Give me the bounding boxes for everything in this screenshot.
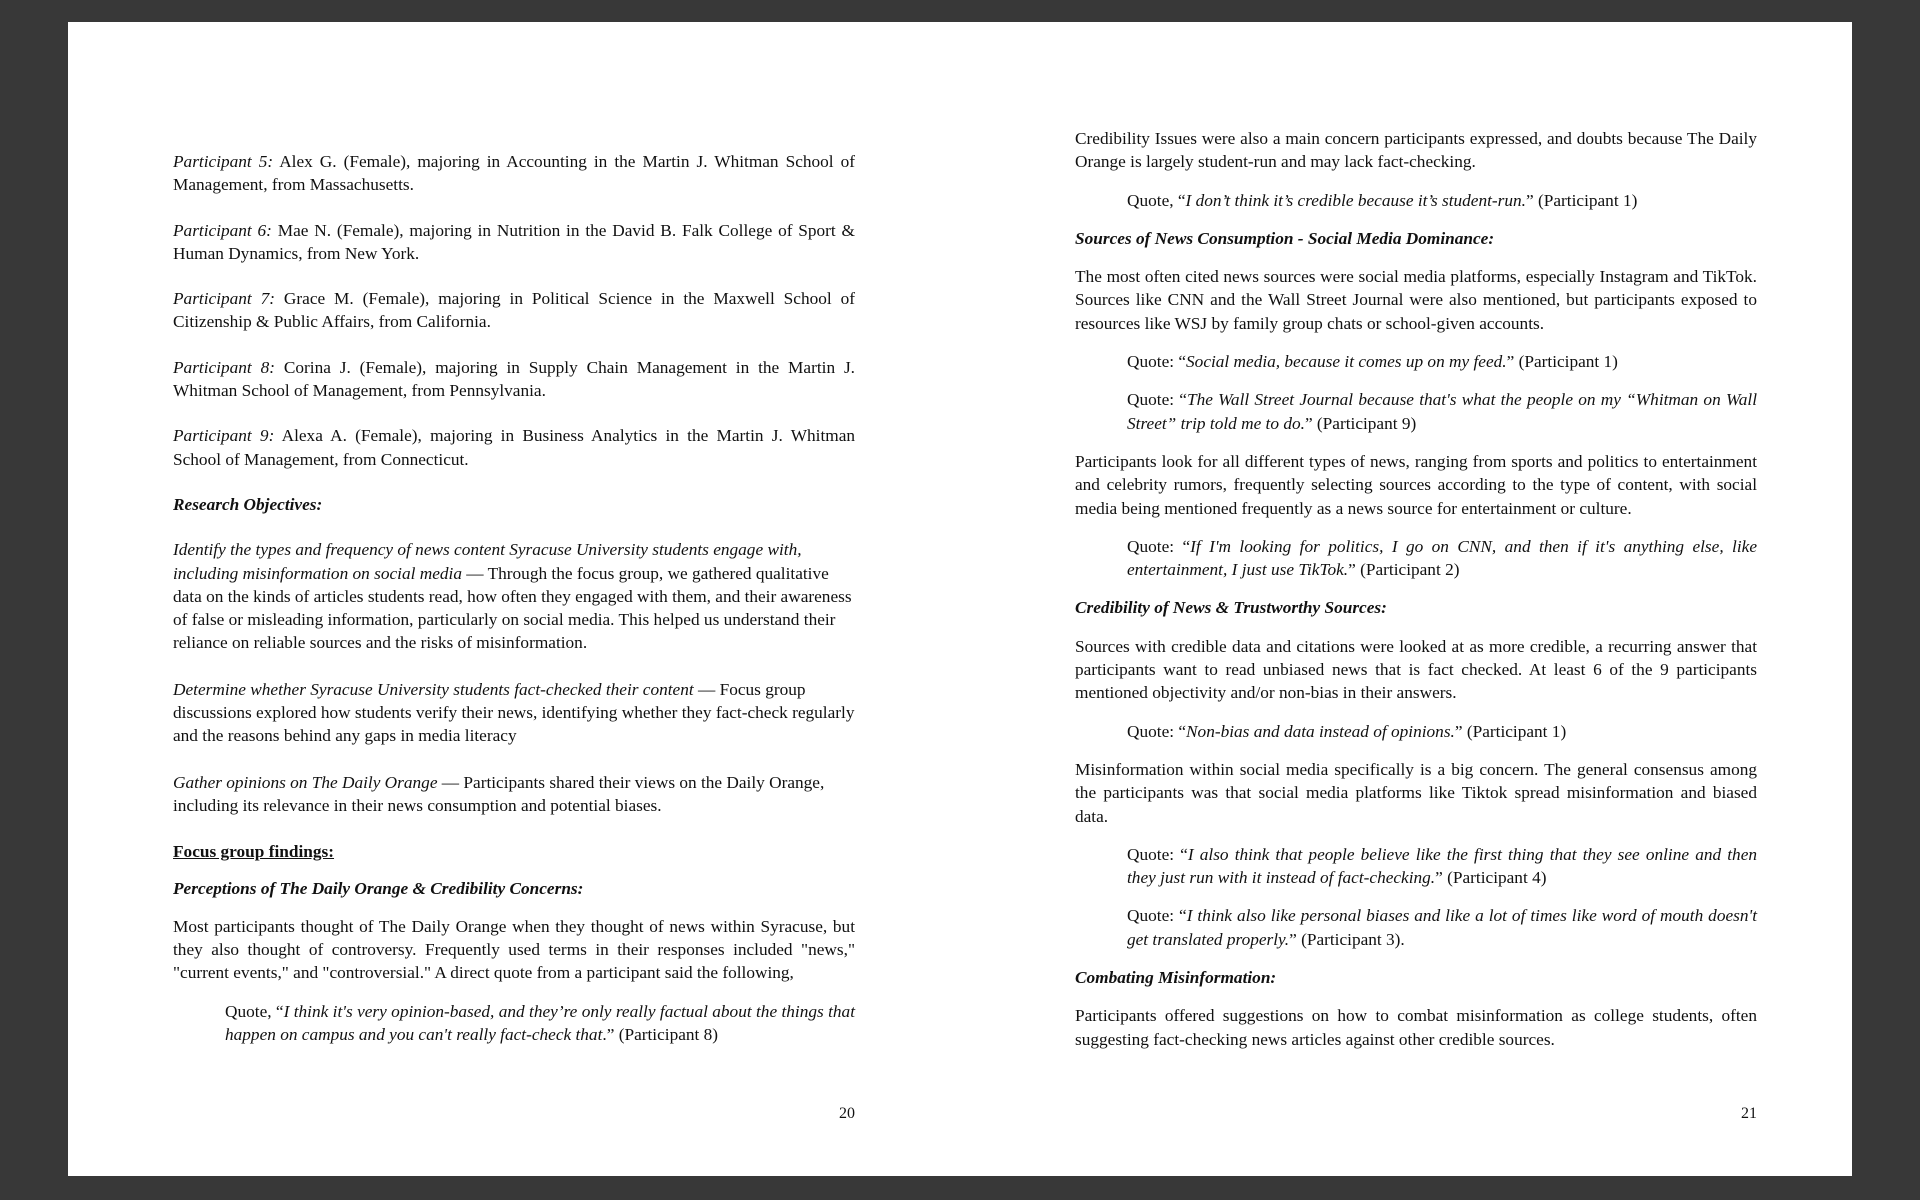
quote-prefix: Quote, “ [1127,190,1186,210]
participant-label: Participant 8: [173,357,275,377]
quote-attribution: ” (Participant 1) [1454,721,1567,741]
quote-attribution: ” (Participant 4) [1435,868,1547,888]
quote-block [173,1000,855,1047]
page-number: 20 [839,1105,855,1122]
quote-prefix: Quote: “ [1127,844,1188,864]
research-objectives-heading: Research Objectives: [173,494,323,514]
focus-group-findings-heading: Focus group findings: [173,842,335,862]
quote-attribution: ” (Participant 2) [1348,560,1460,580]
quote-text: I also think that people believe like the first thing that they see online and then they just run with it instead of fact-checking. [1127,844,1758,888]
quote-text: I think also like personal biases and like a lot of times like word of mouth doesn't get translated properly. [1127,906,1757,949]
participant-entry [173,287,855,334]
quote-block [1075,720,1757,743]
objective-text: — Focus group discussions explored how students verify their news, identifying whether they fact-check regularly and the reasons behind any gaps in media literacy [173,679,855,746]
participant-entry [173,424,855,471]
credibility-intro-paragraph: Credibility Issues were also a main concern participants expressed, and doubts because The Daily Orange is largely student-run and may lack fact-checking. [1075,129,1757,172]
quote-prefix: Quote, “ [225,1001,284,1021]
combating-misinformation-heading: Combating Misinformation: [1075,968,1277,988]
page-20-content [173,150,855,1061]
objective-text: — Through the focus group, we gathered qualitative data on the kinds of articles students read, how often they engaged with them, and their awareness of false or misleading information, particularly on social media. This helped us understand their reliance on reliable sources and the risks of misinformation. [173,563,852,653]
quote-text: Non-bias and data instead of opinions. [1186,721,1455,741]
participant-details: Alex G. (Female), majoring in Accounting in the Martin J. Whitman School of Management, from Massachusetts. [173,152,855,195]
objective-title: Determine whether Syracuse University students fact-checked their content [173,679,694,699]
quote-text: I don’t think it’s credible because it’s student-run. [1185,190,1527,210]
quote-text: I think it's very opinion-based, and they’re only really factual about the things that happen on campus and you can't really fact-check that [225,1001,856,1045]
objective-text: — Participants shared their views on the Daily Orange, including its relevance in their news consumption and potential biases. [173,772,825,815]
sources-paragraph: The most often cited news sources were social media platforms, especially Instagram and TikTok. Sources like CNN and the Wall Street Journal were also mentioned, but participants exposed to resources like WSJ by family group chats or school-given accounts. [1075,267,1757,333]
page-21-content [1075,127,1757,1066]
quote-attribution: ” (Participant 9) [1304,413,1417,433]
objective-item [173,771,855,818]
quote-prefix: Quote: “ [1127,352,1187,372]
objective-item [173,538,855,654]
participant-details: Mae N. (Female), majoring in Nutrition in the David B. Falk College of Sport & Human Dynamics, from New York. [173,220,855,263]
quote-attribution: .” (Participant 8) [602,1025,719,1045]
participant-label: Participant 5: [173,152,274,171]
objective-item [173,678,855,748]
quote-block [1075,843,1757,890]
page-number: 21 [1741,1105,1757,1122]
quote-block [1075,388,1757,435]
misinformation-paragraph: Misinformation within social media specifically is a big concern. The general consensus among the participants was that social media platforms like Tiktok spread misinformation and biased data. [1075,759,1757,826]
participant-label: Participant 7: [173,289,276,309]
objective-title: Identify the types and frequency of news content Syracuse University students engage with, including misinformation on social media [173,540,802,583]
participant-details: Grace M. (Female), majoring in Political Science in the Maxwell School of Citizenship & Public Affairs, from California. [173,289,855,332]
quote-attribution: ” (Participant 3). [1289,929,1405,949]
page-spread [68,22,1852,1176]
quote-block [1075,350,1757,373]
quote-text: The Wall Street Journal because that's what the people on my “Whitman on Wall Street” trip told me to do. [1127,390,1757,433]
perceptions-paragraph: Most participants thought of The Daily Orange when they thought of news within Syracuse, but they also thought of controversy. Frequently used terms in their responses included "news," "current events," and "controversial." A direct quote from a participant said the following, [173,916,855,983]
quote-prefix: Quote: “ [1127,390,1187,410]
quote-attribution: ” (Participant 1) [1526,190,1638,210]
quote-text: If I'm looking for politics, I go on CNN, and then if it's anything else, like entertainment, I just use TikTok. [1127,536,1757,580]
participant-entry [173,356,855,403]
participant-label: Participant 9: [173,426,275,446]
sources-heading: Sources of News Consumption - Social Media Dominance: [1075,228,1495,248]
participant-label: Participant 6: [173,220,272,240]
quote-prefix: Quote: “ [1127,906,1187,926]
quote-attribution: ” (Participant 1) [1506,352,1618,372]
quote-block [1075,535,1757,582]
participant-details: Alexa A. (Female), majoring in Business Analytics in the Martin J. Whitman School of Management, from Connecticut. [173,426,856,469]
quote-block [1075,189,1757,212]
quote-prefix: Quote: “ [1127,721,1187,741]
quote-prefix: Quote: “ [1127,536,1191,556]
objective-title: Gather opinions on The Daily Orange [173,772,438,792]
participant-entry [173,219,855,266]
news-types-paragraph: Participants look for all different types of news, ranging from sports and politics to entertainment and celebrity rumors, frequently selecting sources according to the type of content, with social media being mentioned frequently as a news source for entertainment or culture. [1075,451,1757,518]
perceptions-heading: Perceptions of The Daily Orange & Credibility Concerns: [173,878,584,898]
credibility-heading: Credibility of News & Trustworthy Sources: [1075,598,1387,618]
combating-paragraph: Participants offered suggestions on how to combat misinformation as college students, often suggesting fact-checking news articles against other credible sources. [1075,1006,1757,1049]
participant-details: Corina J. (Female), majoring in Supply Chain Management in the Martin J. Whitman School of Management, from Pennsylvania. [173,357,855,401]
page-21 [960,22,1852,1176]
page-20 [68,22,960,1176]
quote-block [1075,904,1757,951]
quote-text: Social media, because it comes up on my feed. [1186,352,1507,372]
participant-entry [173,150,855,197]
credibility-paragraph: Sources with credible data and citations were looked at as more credible, a recurring answer that participants want to read unbiased news that is fact checked. At least 6 of the 9 participants mentioned objectivity and/or non-bias in their answers. [1075,636,1757,703]
